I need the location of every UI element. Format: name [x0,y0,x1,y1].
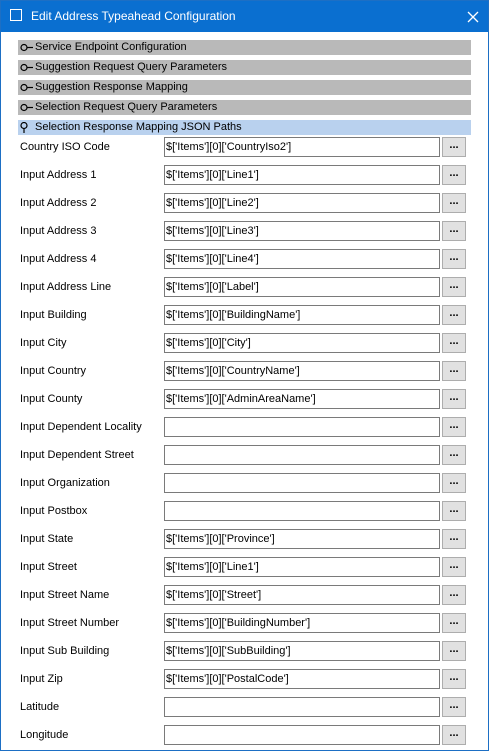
field-label: Input County [20,393,83,405]
section-header[interactable] [18,60,471,75]
field-label: Input Country [20,365,87,377]
json-path-input[interactable]: $['Items'][0]['Line2'] [164,193,440,213]
browse-button[interactable]: ... [442,221,466,241]
field-label: Input Address 2 [20,197,97,209]
browse-button[interactable]: ... [442,361,466,381]
title-bar [1,1,488,32]
section-header[interactable] [18,40,471,55]
field-row [1,557,488,579]
json-path-input[interactable]: $['Items'][0]['Line4'] [164,249,440,269]
section-header[interactable] [18,80,471,95]
section-label: Suggestion Request Query Parameters [35,61,227,73]
json-path-input[interactable]: $['Items'][0]['Line1'] [164,557,440,577]
browse-button[interactable]: ... [442,585,466,605]
section-label: Suggestion Response Mapping [35,81,188,93]
browse-button[interactable]: ... [442,333,466,353]
json-path-input[interactable]: $['Items'][0]['Street'] [164,585,440,605]
json-path-input[interactable] [164,445,440,465]
browse-button[interactable]: ... [442,193,466,213]
browse-button[interactable]: ... [442,697,466,717]
field-row [1,725,488,747]
field-row [1,221,488,243]
field-label: Input Postbox [20,505,88,517]
json-path-input[interactable] [164,697,440,717]
field-label: Latitude [20,701,60,713]
collapsed-icon [20,62,34,73]
field-row [1,137,488,159]
field-row [1,697,488,719]
field-row [1,473,488,495]
close-icon [467,11,479,23]
field-row [1,389,488,411]
field-label: Input Zip [20,673,63,685]
browse-button[interactable]: ... [442,249,466,269]
field-label: Input Street [20,561,77,573]
field-label: Input Sub Building [20,645,110,657]
json-path-input[interactable]: $['Items'][0]['AdminAreaName'] [164,389,440,409]
browse-button[interactable]: ... [442,557,466,577]
browse-button[interactable]: ... [442,165,466,185]
json-path-input[interactable]: $['Items'][0]['City'] [164,333,440,353]
json-path-input[interactable]: $['Items'][0]['Line1'] [164,165,440,185]
json-path-input[interactable]: $['Items'][0]['Line3'] [164,221,440,241]
browse-button[interactable]: ... [442,137,466,157]
section-header[interactable] [18,100,471,115]
field-row [1,641,488,663]
json-path-input[interactable]: $['Items'][0]['SubBuilding'] [164,641,440,661]
field-label: Longitude [20,729,69,741]
browse-button[interactable]: ... [442,473,466,493]
field-row [1,165,488,187]
json-path-input[interactable]: $['Items'][0]['PostalCode'] [164,669,440,689]
browse-button[interactable]: ... [442,529,466,549]
json-path-input[interactable]: $['Items'][0]['Label'] [164,277,440,297]
field-label: Input Dependent Street [20,449,134,461]
field-label: Input Address 3 [20,225,97,237]
field-label: Input Dependent Locality [20,421,142,433]
json-path-input[interactable] [164,473,440,493]
field-row [1,277,488,299]
field-label: Input Street Number [20,617,120,629]
field-label: Input Address Line [20,281,112,293]
field-label: Input Address 4 [20,253,97,265]
field-label: Country ISO Code [20,141,110,153]
browse-button[interactable]: ... [442,501,466,521]
field-label: Input City [20,337,67,349]
browse-button[interactable]: ... [442,417,466,437]
collapsed-icon [20,102,34,113]
field-row [1,249,488,271]
field-row [1,333,488,355]
json-path-input[interactable] [164,417,440,437]
collapsed-icon [20,42,34,53]
field-row [1,529,488,551]
browse-button[interactable]: ... [442,725,466,745]
browse-button[interactable]: ... [442,669,466,689]
json-path-input[interactable]: $['Items'][0]['BuildingNumber'] [164,613,440,633]
field-label: Input Organization [20,477,110,489]
browse-button[interactable]: ... [442,445,466,465]
field-label: Input State [20,533,74,545]
section-header[interactable] [18,120,471,135]
app-icon [10,9,22,21]
expanded-icon [20,122,34,133]
json-path-input[interactable]: $['Items'][0]['CountryIso2'] [164,137,440,157]
field-label: Input Street Name [20,589,110,601]
field-row [1,445,488,467]
field-row [1,613,488,635]
field-row [1,305,488,327]
browse-button[interactable]: ... [442,277,466,297]
collapsed-icon [20,82,34,93]
field-row [1,417,488,439]
json-path-input[interactable]: $['Items'][0]['CountryName'] [164,361,440,381]
field-row [1,669,488,691]
field-row [1,501,488,523]
json-path-input[interactable] [164,501,440,521]
window-title: Edit Address Typeahead Configuration [31,9,236,23]
field-label: Input Address 1 [20,169,97,181]
section-label: Selection Response Mapping JSON Paths [35,121,242,133]
json-path-input[interactable]: $['Items'][0]['Province'] [164,529,440,549]
browse-button[interactable]: ... [442,613,466,633]
section-label: Service Endpoint Configuration [35,41,187,53]
field-row [1,585,488,607]
field-row [1,361,488,383]
json-path-input[interactable]: $['Items'][0]['BuildingName'] [164,305,440,325]
section-label: Selection Request Query Parameters [35,101,218,113]
close-button[interactable] [458,1,488,32]
json-path-input[interactable] [164,725,440,745]
field-row [1,193,488,215]
browse-button[interactable]: ... [442,305,466,325]
browse-button[interactable]: ... [442,641,466,661]
browse-button[interactable]: ... [442,389,466,409]
field-label: Input Building [20,309,87,321]
